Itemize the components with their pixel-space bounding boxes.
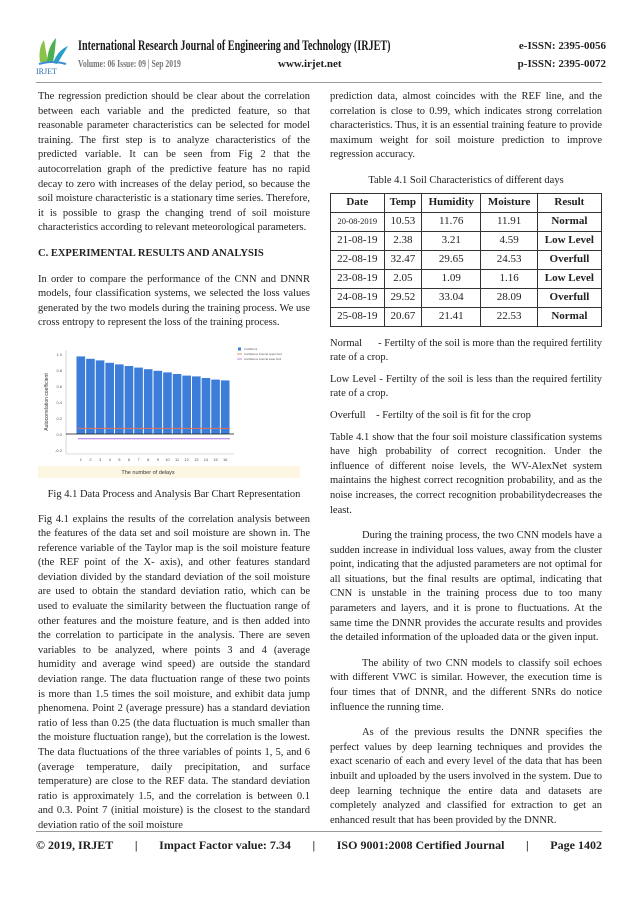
x-tick-label: 1 bbox=[79, 456, 82, 462]
iso-certification: ISO 9001:2008 Certified Journal bbox=[336, 838, 505, 852]
paragraph: Table 4.1 show that the four soil moisture classification systems have high probability of correct recognition. Under the influence of different noise levels, the WV-AlexNet system maintains the highest correct recognition probability, and as the noise increases, the correct recognition probabilitydecreases the least. bbox=[330, 431, 602, 516]
y-tick-label: 0.2 bbox=[56, 415, 62, 421]
table-cell: 2.38 bbox=[384, 231, 421, 250]
table-cell: 28.09 bbox=[481, 288, 537, 307]
table-cell: 21-08-19 bbox=[331, 231, 385, 250]
bar bbox=[211, 380, 220, 434]
column-header: Humidity bbox=[421, 193, 480, 212]
y-tick-label: 0.0 bbox=[56, 431, 62, 437]
table-cell: Overfull bbox=[537, 288, 601, 307]
right-column bbox=[330, 90, 605, 839]
journal-title: International Research Journal of Engineering and Technology (IRJET) bbox=[78, 38, 391, 54]
bar bbox=[105, 363, 114, 434]
definition-overfull: Overfull - Fertilty of the soil is fit for the crop bbox=[330, 409, 531, 421]
table-cell: 1.16 bbox=[481, 269, 537, 288]
bar bbox=[154, 371, 163, 434]
legend-entry: Confidence interval lower limit bbox=[244, 356, 282, 361]
bar bbox=[115, 364, 124, 434]
x-tick-label: 11 bbox=[174, 456, 180, 462]
bar bbox=[144, 369, 153, 434]
column-header: Moisture bbox=[481, 193, 537, 212]
irjet-logo-icon bbox=[36, 36, 70, 76]
table-cell: 1.09 bbox=[421, 269, 480, 288]
table-cell: Normal bbox=[537, 307, 601, 326]
table-row bbox=[331, 307, 602, 326]
y-tick-label: -0.2 bbox=[55, 447, 62, 453]
table-cell: Normal bbox=[537, 212, 601, 231]
table-cell: 21.41 bbox=[421, 307, 480, 326]
table-cell: 22-08-19 bbox=[331, 250, 385, 269]
x-tick-label: 3 bbox=[98, 456, 102, 462]
x-axis-label: The number of delays bbox=[121, 469, 175, 476]
table-cell: 10.53 bbox=[384, 212, 421, 231]
website-link[interactable]: www.irjet.net bbox=[278, 58, 342, 70]
bar bbox=[192, 376, 201, 434]
bar bbox=[163, 372, 172, 434]
soil-characteristics-table bbox=[330, 193, 602, 327]
table-cell: 29.52 bbox=[384, 288, 421, 307]
y-tick-label: 1.0 bbox=[56, 351, 62, 357]
y-axis-label: Autocorrelation coefficient bbox=[44, 373, 50, 431]
x-tick-label: 15 bbox=[213, 456, 218, 462]
section-heading: C. EXPERIMENTAL RESULTS AND ANALYSIS bbox=[38, 247, 264, 259]
table-cell: 23-08-19 bbox=[331, 269, 385, 288]
bar bbox=[86, 359, 95, 434]
volume-info: Volume: 06 Issue: 09 | Sep 2019 bbox=[78, 58, 181, 70]
table-cell: 32.47 bbox=[384, 250, 421, 269]
x-tick-label: 5 bbox=[118, 456, 121, 462]
copyright: © 2019, IRJET bbox=[36, 838, 114, 852]
table-cell: 3.21 bbox=[421, 231, 480, 250]
figure-caption: Fig 4.1 Data Process and Analysis Bar Chart Representation bbox=[47, 488, 301, 500]
bar bbox=[134, 368, 143, 434]
table-cell: 22.53 bbox=[481, 307, 537, 326]
table-cell: 24.53 bbox=[481, 250, 537, 269]
x-tick-label: 13 bbox=[194, 456, 199, 462]
table-cell: 4.59 bbox=[481, 231, 537, 250]
definition-normal: Normal - Fertilty of the soil is more than the required fertility rate of a crop. bbox=[330, 337, 605, 364]
table-cell: 33.04 bbox=[421, 288, 480, 307]
table-cell: 29.65 bbox=[421, 250, 480, 269]
legend-entry: Confidence interval upper limit bbox=[244, 351, 282, 356]
x-tick-label: 4 bbox=[108, 456, 111, 462]
bar bbox=[173, 374, 182, 434]
x-tick-label: 16 bbox=[222, 456, 228, 462]
x-tick-label: 9 bbox=[156, 456, 159, 462]
p-issn: p-ISSN: 2395-0072 bbox=[517, 58, 606, 70]
table-cell: Low Level bbox=[537, 231, 601, 250]
table-cell: Low Level bbox=[537, 269, 601, 288]
definition-low-level: Low Level - Fertilty of the soil is less than the required fertility rate of a crop. bbox=[330, 373, 605, 400]
bar bbox=[202, 378, 211, 434]
table-row bbox=[331, 231, 602, 250]
legend-entry: Coefficient bbox=[244, 346, 258, 351]
paragraph: As of the previous results the DNNR specifies the perfect values by deep learning techniques and provides the exact scenario of each and every level of the data that has been inbuilt and uploaded by the users involved in the system. Due to deep learning technique the entire data and datasets are completely analyzed and classified for extraction to get an enhanced result that has been provided by the DNNR. bbox=[330, 727, 602, 826]
table-row bbox=[331, 212, 602, 231]
table-row bbox=[331, 269, 602, 288]
x-tick-label: 6 bbox=[127, 456, 131, 462]
table-cell: Overfull bbox=[537, 250, 601, 269]
table-row bbox=[331, 288, 602, 307]
table-cell: 11.76 bbox=[421, 212, 480, 231]
paragraph: In order to compare the performance of the CNN and DNNR models, four classification systems, we selected the loss values generated by the two models during the training process. We use cross entropy to represent the loss of the training process. bbox=[38, 273, 310, 329]
x-tick-label: 14 bbox=[203, 456, 209, 462]
y-tick-label: 0.4 bbox=[56, 399, 62, 405]
table-caption: Table 4.1 Soil Characteristics of different days bbox=[368, 174, 564, 186]
table-cell: 24-08-19 bbox=[331, 288, 385, 307]
column-header: Result bbox=[537, 193, 601, 212]
bar bbox=[221, 380, 230, 434]
journal-header bbox=[36, 36, 606, 80]
impact-factor: Impact Factor value: 7.34 bbox=[159, 838, 291, 852]
volume-info-wrap bbox=[78, 58, 225, 70]
paragraph: The regression prediction should be clear about the correlation between each variable and the predicted feature, so that reasonable parameter characteristics can be selected for model training. The first step is to analyze characteristics of the predicted variable. It can be seen from Fig 2 that the autocorrelation graph of the predictive feature has no rapid decay to zero with increases of the delay period, so because the soil moisture characteristic is a stationary time series. Therefore, it is possible to grasp the changing trend of soil moisture characteristics according to relevant meteorological parameters. bbox=[38, 91, 310, 234]
svg-text:IRJET: IRJET bbox=[36, 67, 57, 76]
separator: | bbox=[134, 838, 138, 852]
separator: | bbox=[526, 838, 529, 852]
bar bbox=[125, 366, 134, 434]
journal-title-wrap bbox=[78, 38, 524, 55]
x-tick-label: 7 bbox=[137, 456, 140, 462]
table-cell: 11.91 bbox=[481, 212, 537, 231]
table-cell: 2.05 bbox=[384, 269, 421, 288]
table-cell: 20.67 bbox=[384, 307, 421, 326]
column-header: Temp bbox=[384, 193, 421, 212]
paragraph: Fig 4.1 explains the results of the correlation analysis between the features of the data set and soil moisture are shown in. The reference variable of the Taylor map is the soil moisture feature (the REF point of the X- axis), and other features standard deviation divided by the standard deviation of the soil moisture are used to obtain the standard deviation ratio, which can be used to evaluate the similarity between the fluctuation range of other features and the moisture feature, and is then added into the correlation to participate in the analysis. There are seven variables to be analyzed, where points 3 and 4 (average humidity and average wind speed) are outside the standard deviation range. The data fluctuation range of these two points is more than 1.5 times the soil moisture, and exhibit data jump phenomena. Point 2 (average pressure) has a standard deviation ratio of less than 0.25 (the data fluctuation is much smaller than the moisture fluctuation range), but the correlation is the lowest. The data fluctuations of the three variables of points 1, 5, and 6 (average temperature, daily precipitation, and surface temperature) are close to the REF data. The standard deviation ratio is approximately 1.5, and the correlation is between 0.1 and 0.3. Point 7 (initial moisture) is the closest to the standard deviation ratio of the soil moisture bbox=[38, 513, 310, 831]
left-column bbox=[38, 90, 310, 845]
y-tick-label: 0.8 bbox=[56, 367, 62, 373]
x-tick-label: 12 bbox=[184, 456, 189, 462]
page-number: Page 1402 bbox=[550, 838, 602, 852]
column-header: Date bbox=[331, 193, 385, 212]
x-tick-label: 10 bbox=[165, 456, 170, 462]
legend-swatch bbox=[238, 347, 241, 350]
table-cell: 20-08-2019 bbox=[331, 212, 385, 231]
bar bbox=[77, 356, 86, 434]
x-tick-label: 2 bbox=[89, 456, 92, 462]
paragraph: prediction data, almost coincides with the REF line, and the correlation is close to 0.99, which indicates strong correlation characteristics. Thus, it is an essential training feature to provide maximum weight for soil moisture prediction to improve regression accuracy. bbox=[330, 91, 602, 161]
table-row bbox=[331, 250, 602, 269]
bar bbox=[182, 376, 191, 434]
e-issn: e-ISSN: 2395-0056 bbox=[518, 40, 606, 52]
table-header-row bbox=[331, 193, 602, 212]
page-footer bbox=[36, 838, 602, 853]
separator: | bbox=[312, 838, 316, 852]
y-tick-label: 0.6 bbox=[56, 383, 62, 389]
x-tick-label: 8 bbox=[147, 456, 150, 462]
header-divider bbox=[36, 82, 602, 83]
paragraph: The ability of two CNN models to classify soil echoes with different VWC is similar. However, the execution time is four times that of DNNR, and the different SNRs do notice influence the running time. bbox=[330, 657, 602, 713]
footer-divider bbox=[36, 831, 602, 832]
bar bbox=[96, 360, 105, 434]
table-cell: 25-08-19 bbox=[331, 307, 385, 326]
paragraph: During the training process, the two CNN models have a sudden increase in individual loss values, away from the cluster point, indicating that the adjusted parameters are not optimal for all situations, but the final results are optimal, indicating that CNN is unstable in the training process due to too many parameters and layers, and it is prone to fluctuations. At the same time the DNNR provides the accurate results and provides the detailed information of the uploaded data or the given input. bbox=[330, 530, 602, 644]
autocorrelation-bar-chart bbox=[38, 342, 300, 482]
